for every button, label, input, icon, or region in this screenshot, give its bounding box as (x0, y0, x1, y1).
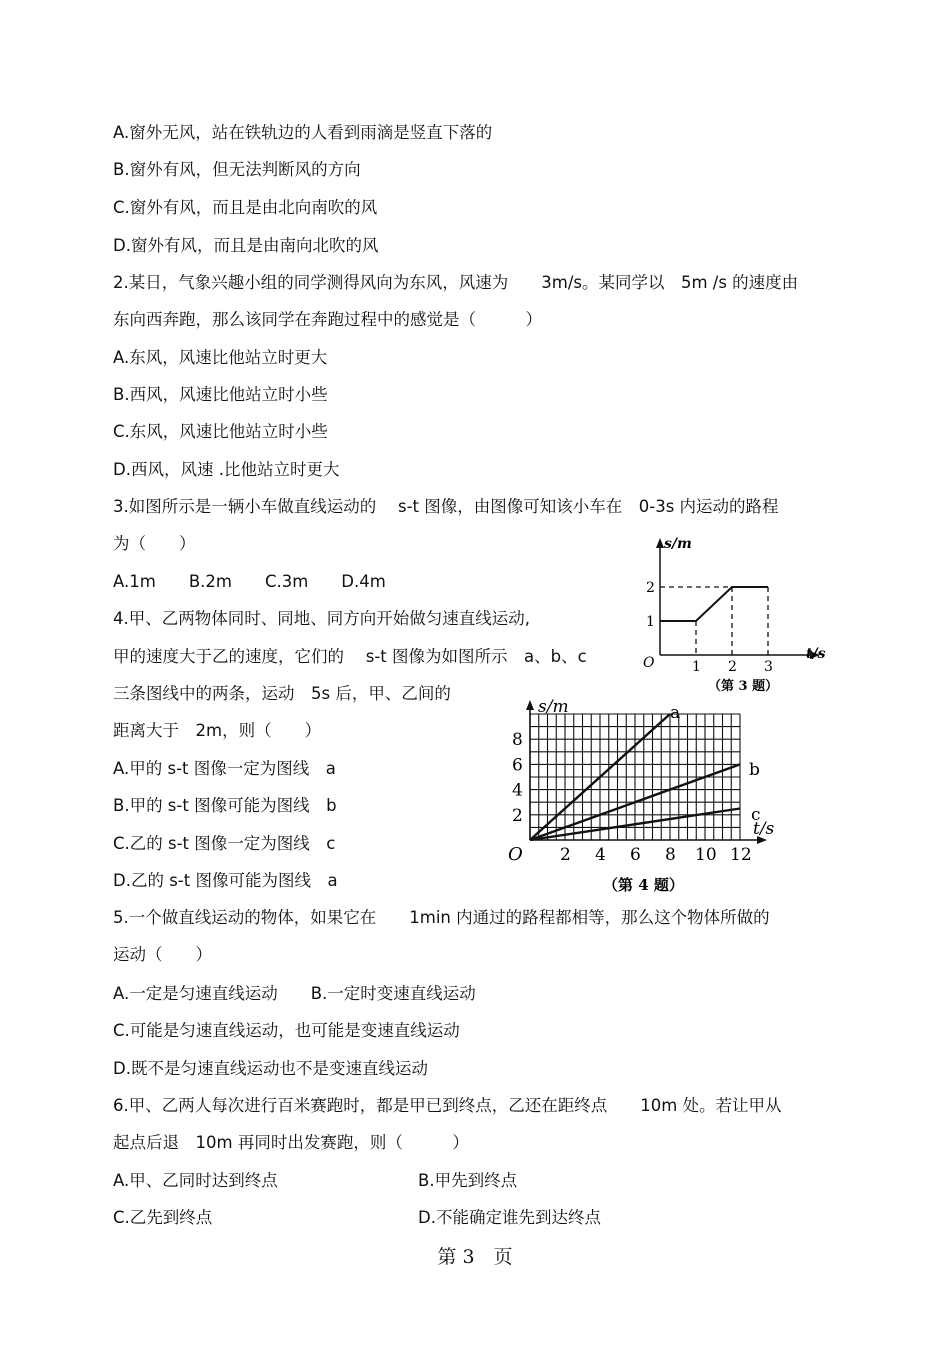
q3-stem-line1: 3.如图所示是一辆小车做直线运动的 s-t 图像，由图像可知该小车在 0-3s 内运动的路程 (113, 497, 779, 516)
y-axis-label: s/m (538, 697, 569, 717)
x-tick-label: 6 (630, 845, 641, 865)
q1-option-d: D.窗外有风，而且是由南向北吹的风 (113, 236, 379, 255)
y-tick-label: 1 (646, 614, 655, 630)
x-tick-label: 4 (595, 845, 606, 865)
q6-option-d: D.不能确定谁先到达终点 (418, 1208, 601, 1227)
q4-stem-line4: 距离大于 2m，则（ ） (113, 721, 322, 740)
y-tick-label: 2 (512, 805, 523, 826)
x-tick-label: 12 (730, 845, 752, 865)
q3-stem-line2: 为（ ） (113, 534, 196, 553)
q4-option-c: C.乙的 s-t 图像一定为图线 c (113, 834, 336, 853)
q5-options-ab: A.一定是匀速直线运动 B.一定时变速直线运动 (113, 984, 476, 1003)
q6-option-c: C.乙先到终点 (113, 1208, 213, 1227)
q1-option-a: A.窗外无风，站在铁轨边的人看到雨滴是竖直下落的 (113, 123, 493, 142)
q2-option-b: B.西风，风速比他站立时小些 (113, 385, 328, 404)
series-label-b: b (749, 760, 760, 780)
q4-option-d: D.乙的 s-t 图像可能为图线 a (113, 871, 338, 890)
q4-stem-line3: 三条图线中的两条，运动 5s 后，甲、乙间的 (113, 684, 451, 703)
q6-option-b: B.甲先到终点 (418, 1171, 518, 1190)
y-tick-label: 6 (512, 755, 523, 776)
q4-option-b: B.甲的 s-t 图像可能为图线 b (113, 796, 337, 815)
q2-stem-line1: 2.某日，气象兴趣小组的同学测得风向为东风，风速为 3m/s。某同学以 5m /s 的速度由 (113, 273, 799, 292)
q3-options: A.1m B.2m C.3m D.4m (113, 572, 386, 591)
q5-option-d: D.既不是匀速直线运动也不是变速直线运动 (113, 1059, 428, 1078)
q6-stem-line2: 起点后退 10m 再同时出发赛跑，则（ ） (113, 1133, 469, 1152)
q5-stem-line1: 5.一个做直线运动的物体，如果它在 1min 内通过的路程都相等，那么这个物体所做的 (113, 908, 770, 927)
q1-option-b: B.窗外有风，但无法判断风的方向 (113, 160, 361, 179)
y-tick-label: 8 (512, 730, 523, 751)
x-tick-label: 2 (560, 845, 571, 865)
x-tick-label: 1 (692, 659, 701, 675)
q4-option-a: A.甲的 s-t 图像一定为图线 a (113, 759, 336, 778)
q2-stem-line2: 东向西奔跑，那么该同学在奔跑过程中的感觉是（ ） (113, 310, 542, 329)
q6-stem-line1: 6.甲、乙两人每次进行百米赛跑时，都是甲已到终点，乙还在距终点 10m 处。若让甲从 (113, 1096, 782, 1115)
q2-option-c: C.东风，风速比他站立时小些 (113, 422, 328, 441)
series-line (660, 587, 768, 621)
series-label-a: a (670, 703, 681, 723)
figure-caption: （第 3 题） (708, 679, 779, 694)
q5-option-c: C.可能是匀速直线运动，也可能是变速直线运动 (113, 1021, 460, 1040)
series-label-c: c (751, 805, 761, 825)
x-axis-label: t/s (806, 646, 826, 662)
y-axis-arrow (526, 700, 534, 710)
q4-stem-line1: 4.甲、乙两物体同时、同地、同方向开始做匀速直线运动, (113, 609, 530, 628)
figure-caption: （第 4 题） (603, 876, 684, 894)
x-tick-label: 8 (665, 845, 676, 865)
x-axis-label: t/s (753, 819, 775, 839)
q4-stem-line2: 甲的速度大于乙的速度，它们的 s-t 图像为如图所示 a、b、c (113, 647, 587, 666)
y-tick-label: 2 (646, 580, 655, 596)
q3-st-graph (620, 530, 835, 700)
page-number: 第 3 页 (437, 1246, 513, 1268)
x-tick-label: 10 (695, 845, 717, 865)
q1-option-c: C.窗外有风，而且是由北向南吹的风 (113, 198, 378, 217)
origin-label: O (508, 844, 523, 865)
x-tick-label: 2 (728, 659, 737, 675)
y-axis-label: s/m (664, 536, 692, 552)
origin-label: O (643, 655, 655, 671)
q4-st-graph (495, 690, 785, 900)
q2-option-a: A.东风，风速比他站立时更大 (113, 348, 328, 367)
y-axis-arrow (656, 538, 664, 548)
q6-option-a: A.甲、乙同时达到终点 (113, 1171, 278, 1190)
x-tick-label: 3 (764, 659, 773, 675)
q2-option-d: D.西风，风速 .比他站立时更大 (113, 460, 340, 479)
y-tick-label: 4 (512, 780, 523, 801)
q5-stem-line2: 运动（ ） (113, 945, 212, 964)
